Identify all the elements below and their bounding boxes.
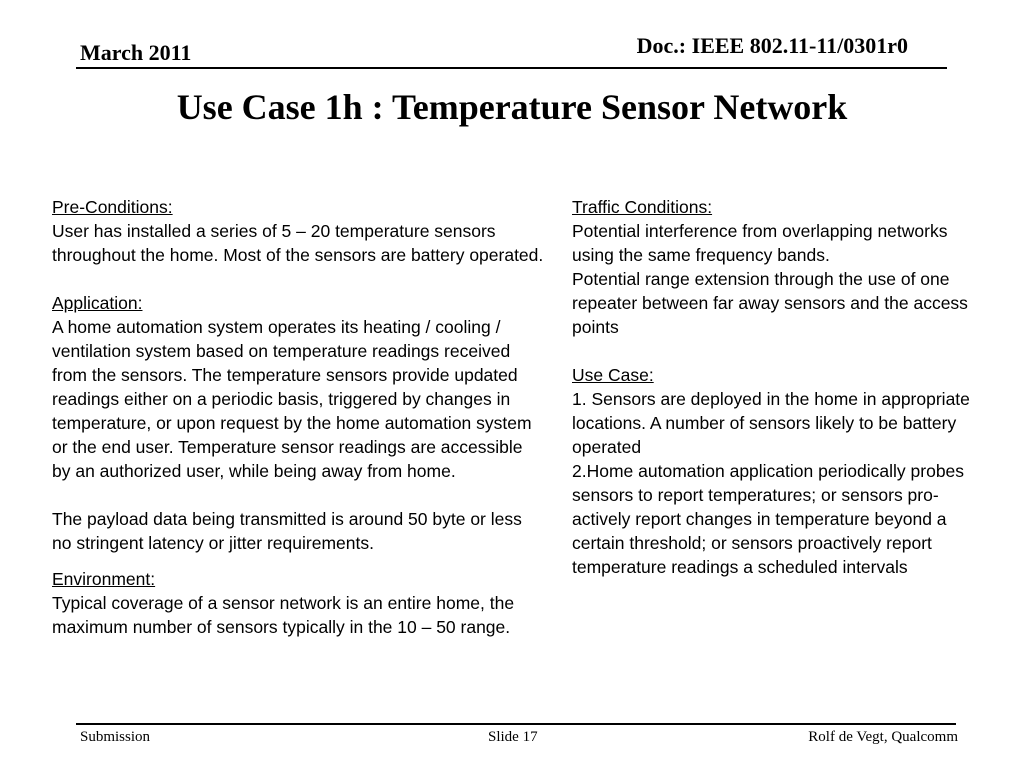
application-heading: Application: <box>52 293 143 313</box>
footer-author: Rolf de Vegt, Qualcomm <box>808 729 958 745</box>
environment-text: Typical coverage of a sensor network is an entire home, the maximum number of sensors typically in the 10 – 50 range. <box>52 593 515 637</box>
traffic-heading: Traffic Conditions: <box>572 197 713 217</box>
traffic-text-1: Potential interference from overlapping networks using the same frequency bands. <box>572 221 948 265</box>
application-text: A home automation system operates its heating / cooling / ventilation system based on temperature readings received from the sensors. The temperature sensors provide updated readings either on a periodic basis, triggered by changes in temperature, or upon request by the home automation system or the end user. Temperature sensor readings are accessible by an authorized user, while being away from home. <box>52 317 532 481</box>
traffic-text-2: Potential range extension through the use of one repeater between far away sensors and the access points <box>572 269 968 337</box>
header-doc-id: Doc.: IEEE 802.11-11/0301r0 <box>636 33 908 58</box>
right-column <box>572 195 972 579</box>
use-case-step-1: 1. Sensors are deployed in the home in appropriate locations. A number of sensors likely to be battery operated <box>572 389 970 457</box>
footer-submission: Submission <box>80 729 151 745</box>
environment-heading: Environment: <box>52 569 156 589</box>
use-case-heading: Use Case: <box>572 365 654 385</box>
header-divider <box>76 67 947 69</box>
application-payload-text: The payload data being transmitted is around 50 byte or less no stringent latency or jitter requirements. <box>52 509 522 553</box>
preconditions-text: User has installed a series of 5 – 20 temperature sensors throughout the home. Most of the sensors are battery operated. <box>52 221 544 265</box>
footer-divider <box>76 723 956 725</box>
footer-slide-number: Slide 17 <box>488 729 538 745</box>
use-case-step-2: 2.Home automation application periodically probes sensors to report temperatures; or sensors pro-actively report changes in temperature beyond a certain threshold; or sensors proactively report temperature readings a scheduled intervals <box>572 461 965 577</box>
slide-title: Use Case 1h : Temperature Sensor Network <box>176 87 848 127</box>
header-date: March 2011 <box>80 40 192 65</box>
left-column <box>52 195 544 639</box>
preconditions-heading: Pre-Conditions: <box>52 197 173 217</box>
